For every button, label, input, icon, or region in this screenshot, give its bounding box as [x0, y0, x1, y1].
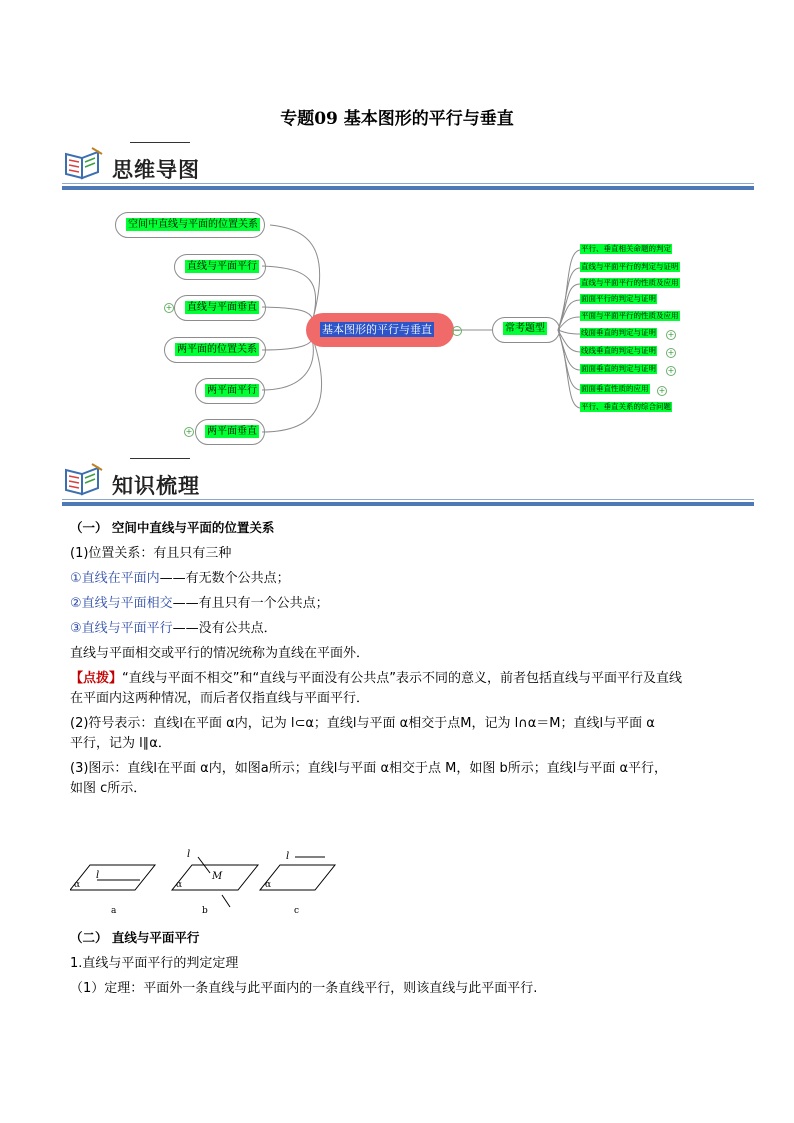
mind-node-label: 直线与平面平行 — [187, 261, 257, 272]
fig-label-a: a — [111, 906, 117, 916]
heading: （一） 空间中直线与平面的位置关系 — [70, 520, 275, 535]
expand-icon[interactable]: + — [667, 348, 675, 357]
book-icon — [62, 144, 106, 184]
key-term: ②直线与平面相交 — [70, 596, 173, 611]
paragraph: 1.直线与平面平行的判定定理 — [70, 956, 239, 971]
mind-node-label: 两平面垂直 — [207, 426, 257, 437]
section-header-mindmap — [62, 142, 754, 190]
mind-node-label: 直线与平面垂直 — [187, 302, 257, 313]
fig-label-alpha: α — [74, 880, 81, 890]
mind-node-label: 两平面平行 — [207, 385, 257, 396]
fig-label-b: b — [202, 906, 208, 916]
mind-node-right: 面面垂直性质的应用 — [581, 384, 649, 393]
paragraph: (2)符号表示：直线l在平面 α内，记为 l⊂α；直线l与平面 α相交于点M，记为 l∩α＝M；直线l与平面 α — [70, 716, 655, 731]
paragraph: ①直线在平面内——有无数个公共点； — [70, 571, 290, 586]
mind-hub-label: 常考题型 — [505, 323, 545, 334]
book-icon — [62, 460, 106, 500]
expand-icon[interactable]: + — [667, 366, 675, 375]
key-term: ①直线在平面内 — [70, 571, 160, 586]
paragraph: (3)图示：直线l在平面 α内，如图a所示；直线l与平面 α相交于点 M，如图 b所示；直线l与平面 α平行， — [70, 761, 668, 776]
paragraph: 直线与平面相交或平行的情况统称为直线在平面外． — [70, 646, 370, 661]
content-body-2 — [70, 928, 730, 999]
mind-node-right: 线面垂直的判定与证明 — [581, 328, 656, 337]
figure-line-plane — [70, 845, 370, 920]
fig-label-c: c — [294, 906, 300, 916]
mind-node-right: 面面垂直的判定与证明 — [581, 364, 656, 373]
paragraph: 【点拨】“直线与平面不相交”和“直线与平面没有公共点”表示不同的意义，前者包括直线与平面平行及直线 — [70, 671, 682, 686]
paragraph: (1)位置关系：有且只有三种 — [70, 546, 232, 561]
mind-node-right: 平面与平面平行的性质及应用 — [581, 311, 679, 320]
mind-map — [0, 200, 794, 450]
paragraph: ③直线与平面平行——没有公共点． — [70, 621, 277, 636]
expand-icon[interactable]: + — [185, 427, 193, 436]
mind-node-right: 线线垂直的判定与证明 — [581, 346, 656, 355]
fig-label-l: l — [187, 849, 191, 860]
expand-icon[interactable]: + — [165, 303, 173, 312]
mind-node-right: 平行、垂直相关命题的判定 — [581, 244, 671, 253]
expand-icon[interactable]: + — [667, 330, 675, 339]
section-title: 思维导图 — [112, 158, 200, 182]
section-title: 知识梳理 — [112, 474, 200, 498]
paragraph: 如图 c所示． — [70, 781, 147, 796]
paragraph: 在平面内这两种情况，而后者仅指直线与平面平行． — [70, 691, 370, 706]
fig-label-l: l — [96, 870, 100, 881]
page-title: 专题09 基本图形的平行与垂直 — [280, 109, 514, 129]
mind-node-right: 直线与平面平行的判定与证明 — [581, 262, 679, 271]
heading: （二） 直线与平面平行 — [70, 930, 200, 945]
mind-node-label: 两平面的位置关系 — [177, 344, 257, 355]
fig-label-alpha: α — [265, 880, 272, 890]
content-body — [70, 518, 730, 799]
key-term: ③直线与平面平行 — [70, 621, 173, 636]
mind-node-right: 平行、垂直关系的综合问题 — [581, 402, 671, 411]
section-header-knowledge — [62, 458, 754, 506]
fig-label-M: M — [212, 871, 223, 882]
expand-icon[interactable]: + — [658, 386, 666, 395]
paragraph: （1）定理：平面外一条直线与此平面内的一条直线平行，则该直线与此平面平行. — [70, 981, 538, 996]
mind-node-right: 直线与平面平行的性质及应用 — [581, 278, 679, 287]
paragraph: ②直线与平面相交——有且只有一个公共点； — [70, 596, 329, 611]
fig-label-l: l — [286, 851, 290, 862]
mind-center-label: 基本图形的平行与垂直 — [322, 323, 432, 336]
mind-node-right: 面面平行的判定与证明 — [581, 294, 656, 303]
mind-node-label: 空间中直线与平面的位置关系 — [128, 219, 258, 230]
paragraph: 平行，记为 l∥α． — [70, 736, 171, 751]
tip-label: 【点拨】 — [70, 671, 123, 686]
collapse-icon[interactable]: − — [453, 326, 461, 335]
fig-label-alpha: α — [176, 880, 183, 890]
